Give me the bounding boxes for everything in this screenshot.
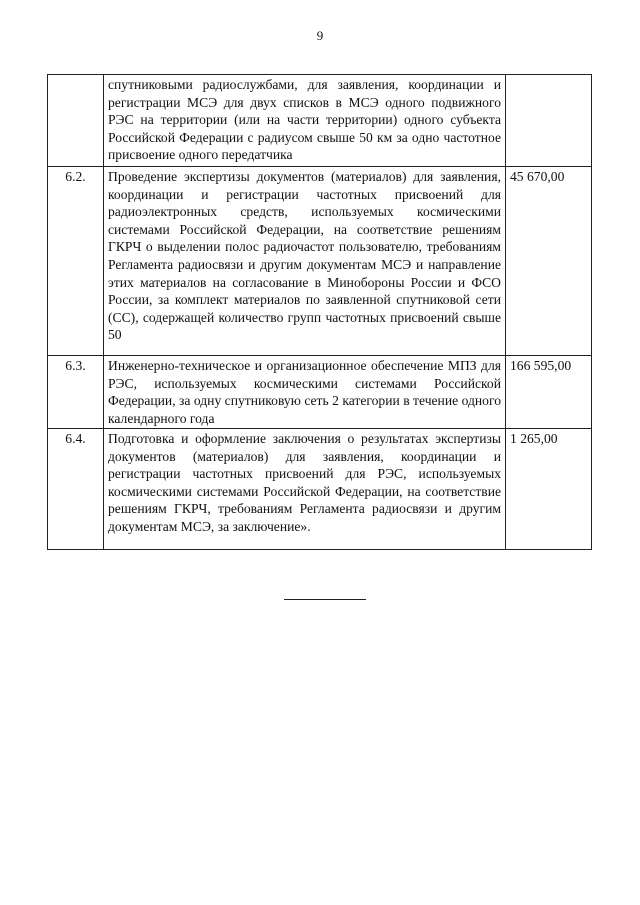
table-row [48, 356, 592, 429]
fee-table [47, 74, 592, 550]
item-number: 6.2. [48, 167, 104, 356]
page-number: 9 [316, 28, 324, 43]
end-of-document-rule [284, 599, 366, 600]
item-price [506, 75, 592, 167]
item-number: 6.4. [48, 429, 104, 550]
item-description: спутниковыми радиослужбами, для заявления, координации и регистрации МСЭ для двух списков в МСЭ одного подвижного РЭС на территории (или на части территории) одного субъекта Российской Федерации с радиусом свыше 50 км за одно частотное присвоение одного передатчика [104, 75, 506, 167]
table-row [48, 429, 592, 550]
item-number: 6.3. [48, 356, 104, 429]
item-price: 166 595,00 [506, 356, 592, 429]
table-row [48, 75, 592, 167]
item-description: Проведение экспертизы документов (материалов) для заявления, координации и регистрации частотных присвоений для радиоэлектронных средств, используемых космическими системами Российской Федерации, на соответствие решениям ГКРЧ о выделении полос радиочастот пользователю, требованиям Регламента радиосвязи и другим документам МСЭ и направление этих материалов на согласование в Минобороны России и ФСО России, за комплект материалов по заявленной спутниковой сети (СС), содержащей количество групп частотных присвоений свыше 50 [104, 167, 506, 356]
item-number [48, 75, 104, 167]
item-description: Подготовка и оформление заключения о результатах экспертизы документов (материалов) для заявления, координации и регистрации частотных присвоений для РЭС, используемых космическими системами Российской Федерации, на соответствие решениям ГКРЧ, требованиям Регламента радиосвязи и другим документам МСЭ, за заключение». [104, 429, 506, 550]
item-price: 1 265,00 [506, 429, 592, 550]
table-row [48, 167, 592, 356]
item-description: Инженерно-техническое и организационное обеспечение МПЗ для РЭС, используемых космическими системами Российской Федерации, за одну спутниковую сеть 2 категории в течение одного календарного года [104, 356, 506, 429]
item-price: 45 670,00 [506, 167, 592, 356]
